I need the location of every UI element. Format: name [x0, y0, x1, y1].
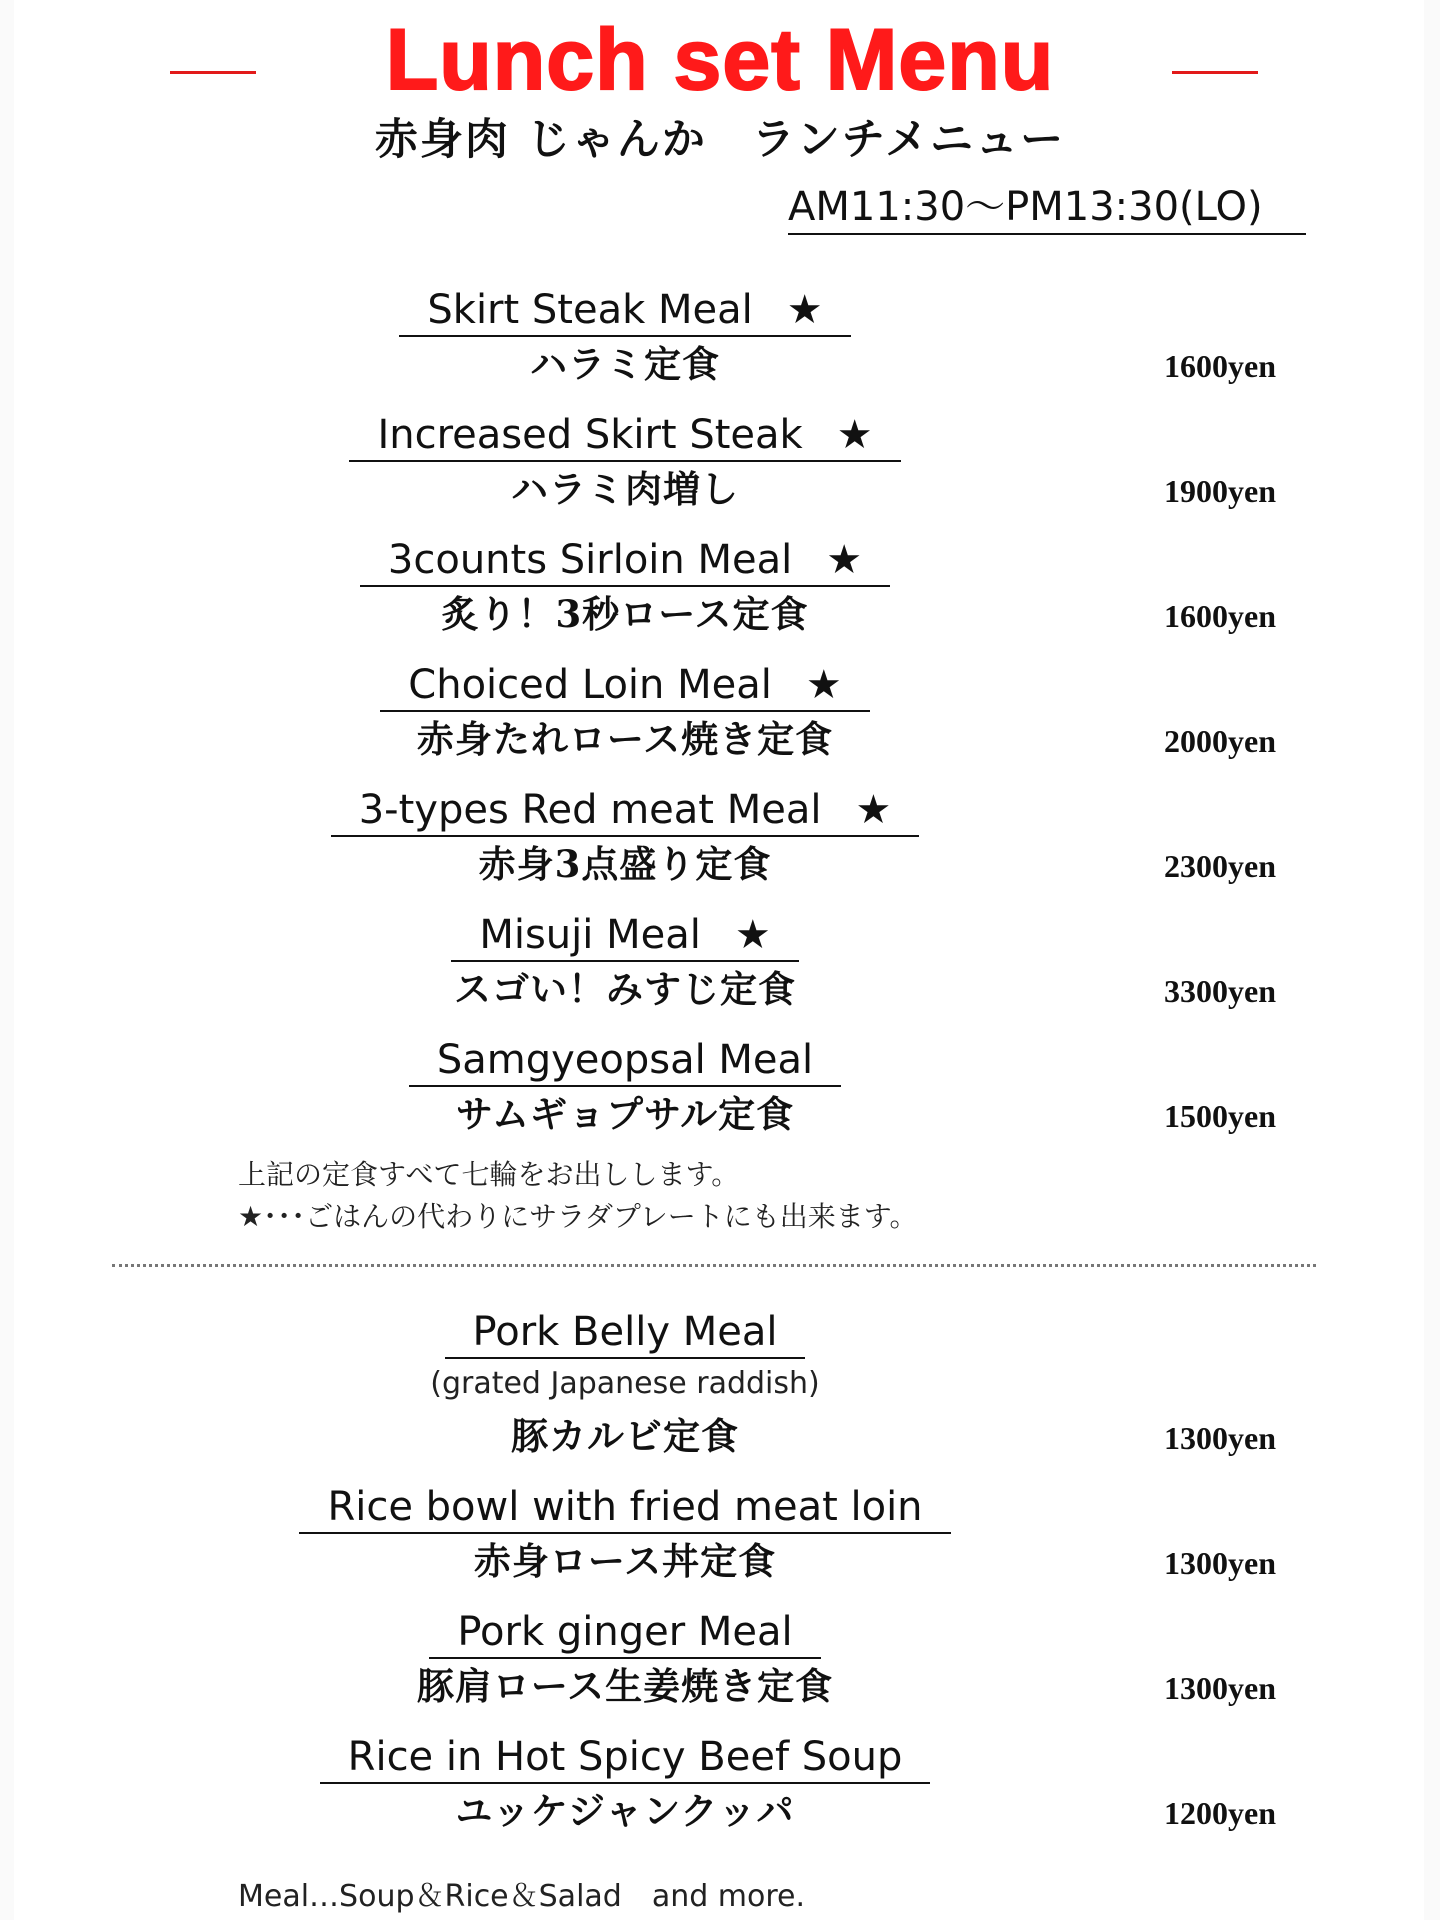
star-icon: ★: [855, 787, 892, 833]
menu-item: [0, 786, 1440, 906]
star-icon: ★: [826, 537, 863, 583]
section-divider: [112, 1264, 1316, 1267]
item-english-name: Rice bowl with fried meat loin: [299, 1483, 950, 1534]
item-price: 1500yen: [1164, 1098, 1276, 1134]
item-english-name: Increased Skirt Steak ★: [349, 411, 900, 462]
item-price: 1300yen: [1164, 1420, 1276, 1456]
star-icon: ★: [805, 662, 842, 708]
menu-item: [0, 1483, 1440, 1603]
menu-item: [0, 1733, 1440, 1853]
meal-includes-note: Meal…Soup＆Rice＆Salad and more.: [238, 1879, 806, 1914]
menu-item: [0, 536, 1440, 656]
menu-item: [0, 911, 1440, 1031]
menu-subtitle: 赤身肉 じゃんか ランチメニュー: [374, 115, 1066, 165]
title-right-rule: [1172, 71, 1258, 74]
star-icon: ★: [786, 287, 823, 333]
item-japanese-name: スゴい！みすじ定食: [454, 967, 796, 1011]
item-english-name: Pork Belly Meal: [445, 1308, 806, 1359]
star-icon: ★: [836, 412, 873, 458]
star-icon: ★: [734, 912, 771, 958]
item-price: 1900yen: [1164, 473, 1276, 509]
menu-item: [0, 661, 1440, 781]
menu-item: [0, 1308, 1440, 1468]
item-japanese-name: 豚肩ロース生姜焼き定食: [416, 1664, 834, 1708]
title-block: [0, 12, 1440, 108]
item-english-name: Samgyeopsal Meal: [409, 1036, 841, 1087]
item-english-name: Pork ginger Meal: [429, 1608, 820, 1659]
item-price: 1300yen: [1164, 1545, 1276, 1581]
item-price: 2000yen: [1164, 723, 1276, 759]
menu-item: [0, 286, 1440, 406]
lunch-hours: AM11:30〜PM13:30(LO): [788, 182, 1306, 235]
item-japanese-name: サムギョプサル定食: [455, 1092, 795, 1136]
menu-item: [0, 1036, 1440, 1156]
item-price: 1200yen: [1164, 1795, 1276, 1831]
item-english-name: 3-types Red meat Meal ★: [331, 786, 920, 837]
item-japanese-name: 赤身3点盛り定食: [478, 842, 772, 886]
note-line: 上記の定食すべて七輪をお出しします。: [238, 1158, 740, 1191]
note-line: ★･･･ごはんの代わりにサラダプレートにも出来ます。: [238, 1200, 918, 1233]
item-price: 1300yen: [1164, 1670, 1276, 1706]
item-english-name: Skirt Steak Meal ★: [399, 286, 850, 337]
set-meal-notes: [238, 1154, 917, 1238]
item-note: (grated Japanese raddish): [430, 1366, 820, 1401]
item-japanese-name: ユッケジャンクッパ: [455, 1789, 795, 1833]
menu-item: [0, 411, 1440, 531]
item-japanese-name: 赤身ロース丼定食: [473, 1539, 777, 1583]
menu-title: Lunch set Menu: [385, 12, 1055, 108]
menu-item: [0, 1608, 1440, 1728]
item-price: 2300yen: [1164, 848, 1276, 884]
item-english-name: 3counts Sirloin Meal ★: [360, 536, 890, 587]
item-japanese-name: ハラミ肉増し: [511, 467, 739, 511]
item-japanese-name: ハラミ定食: [530, 342, 720, 386]
item-price: 1600yen: [1164, 348, 1276, 384]
item-price: 1600yen: [1164, 598, 1276, 634]
item-english-name: Misuji Meal ★: [451, 911, 798, 962]
item-japanese-name: 炙り！3秒ロース定食: [441, 592, 809, 636]
item-english-name: Choiced Loin Meal ★: [380, 661, 869, 712]
item-price: 3300yen: [1164, 973, 1276, 1009]
item-japanese-name: 赤身たれロース焼き定食: [416, 717, 834, 761]
item-english-name: Rice in Hot Spicy Beef Soup: [320, 1733, 931, 1784]
item-japanese-name: 豚カルビ定食: [511, 1414, 739, 1458]
